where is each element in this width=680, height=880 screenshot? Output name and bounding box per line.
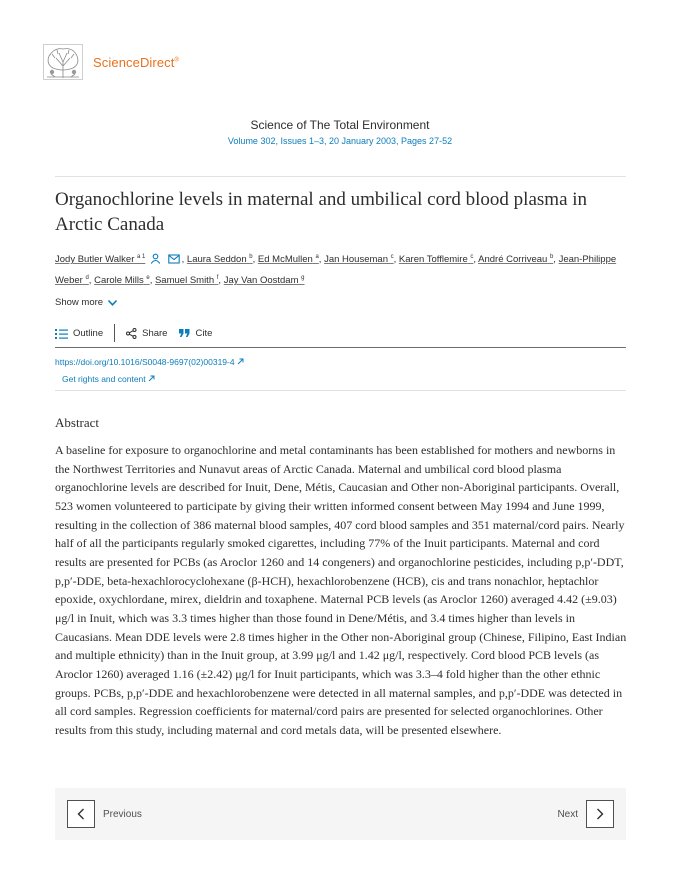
author-link[interactable] [155, 275, 218, 286]
author-affiliation: a 1 [137, 254, 146, 260]
author-name: Jean-Philippe Weber [55, 254, 617, 287]
abstract-heading: Abstract [55, 415, 100, 430]
author-affiliation: a [315, 254, 319, 260]
toolbar-separator [114, 324, 115, 342]
author-name: Carole Mills [94, 275, 144, 287]
next-label: Next [557, 808, 578, 820]
author-name: Samuel Smith [154, 275, 215, 287]
outline-button[interactable] [55, 328, 103, 339]
article-pager [55, 788, 626, 840]
outline-list-icon [55, 328, 68, 339]
author-affiliation: c [390, 254, 394, 260]
author-name: Jan Houseman [324, 254, 388, 266]
journal-issue-link[interactable]: Volume 302, Issues 1–3, 20 January 2003, Pages 27-52 [227, 136, 453, 146]
cite-button[interactable] [179, 328, 212, 339]
previous-button[interactable] [67, 800, 142, 828]
author-affiliation: e [146, 275, 150, 282]
author-name: Laura Seddon [186, 254, 247, 266]
envelope-icon[interactable] [168, 254, 180, 264]
external-link-icon [237, 358, 244, 365]
rights-text: Get rights and content [62, 374, 146, 384]
outline-label: Outline [73, 327, 104, 339]
rights-link[interactable] [55, 371, 244, 388]
author-link[interactable] [324, 254, 394, 265]
external-link-icon [148, 375, 155, 382]
next-arrow-box [586, 800, 614, 828]
author-link[interactable] [187, 254, 253, 265]
share-icon [126, 328, 137, 339]
cite-label: Cite [195, 327, 213, 339]
article-title: Organochlorine levels in maternal and umbilical cord blood plasma in Arctic Canada [55, 189, 588, 235]
divider [55, 390, 626, 391]
author-affiliation: b [249, 254, 253, 260]
person-icon[interactable] [150, 253, 161, 264]
brand-name: ScienceDirect [93, 54, 175, 70]
author-affiliation: g [301, 275, 305, 282]
author-affiliation: b [549, 254, 554, 260]
abstract-text: A baseline for exposure to organochlorine and metal contaminants has been established for mothers and newborns in the Northwest Territories and Nunavut areas of Arctic Canada. Maternal and umbilical cord blood plasma organochlorine levels are described for Inuit, Dene, Métis, Caucasian and Other non-Aboriginal participants. Overall, 523 women volunteered to participate by giving their written informed consent between May 1994 and June 1999, resulting in the collection of 386 maternal blood samples, 407 cord blood samples and 351 maternal/cord pairs. Nearly half of all the participants regularly smoked cigarettes, including 77% of the Inuit participants. Maternal and cord results are presented for PCBs (as Aroclor 1260 and 14 congeners) and organochlorine pesticides, including p,p′-DDT, p,p′-DDE, beta-hexachlorocyclohexane (β-HCH), hexachlorobenzene (HCB), cis and trans nonachlor, heptachlor epoxide, oxychlordane, mirex, dieldrin and toxaphene. Maternal PCB levels (as Aroclor 1260) averaged 4.42 (±9.03) μg/l in Inuit, which was 3.3 times higher than those found in Dene/Métis, and 3.4 times higher than levels in Caucasians. Mean DDE levels were 2.8 times higher in the Other non-Aboriginal group (Chinese, Filipino, East Indian and multiple ethnicity) than in the Inuit group, at 3.99 μg/l and 1.42 μg/l, respectively. Cord blood PCB levels (as Aroclor 1260) averaged 1.16 (±2.42) μg/l for Inuit participants, which was 3.3–4 fold higher than the other ethnic groups. PCBs, p,p′-DDE and hexachlorobenzene were detected in all maternal samples, and p,p′-DDE was detected in all cord samples. Regression coefficients for maternal/cord pairs are presented for selected organochlorines. Other results from this study, including maternal and cord metals data, will be presented elsewhere. [55, 443, 627, 737]
chevron-right-icon [596, 808, 604, 820]
previous-arrow-box [67, 800, 95, 828]
author-link[interactable] [94, 275, 150, 286]
show-more-button[interactable] [55, 297, 118, 308]
author-affiliation: f [216, 275, 219, 282]
previous-label: Previous [103, 808, 142, 820]
chevron-left-icon [77, 808, 85, 820]
elsevier-tree-logo[interactable] [43, 44, 83, 80]
journal-info [0, 118, 680, 146]
author-affiliation: d [85, 275, 89, 282]
show-more-label: Show more [55, 297, 104, 308]
author-link[interactable] [55, 254, 145, 265]
toolbar-divider [55, 347, 626, 348]
site-header [43, 44, 179, 80]
quote-icon [179, 328, 190, 338]
trademark-mark: ® [174, 57, 180, 64]
journal-title[interactable]: Science of The Total Environment [250, 118, 430, 132]
author-name: André Corriveau [478, 254, 548, 266]
next-button[interactable] [557, 800, 614, 828]
author-name: Jay Van Oostdam [223, 275, 299, 287]
share-button[interactable] [126, 328, 167, 339]
author-name: Ed McMullen [257, 254, 313, 266]
divider [55, 176, 626, 177]
author-link[interactable] [399, 254, 473, 265]
article-toolbar [55, 323, 212, 343]
author-list: Jody Butler Walker $^{a 1}$ , Laura Seddon $^b$, Ed McMullen $^a$, Jan Houseman $^c$, Karen Tofflemire $^c$, André Corriveau $^b$, Jean-Philippe Weber $^d$, Carole Mills $^e$, Samuel Smith $^f$, Jay Van Oostdam $^g$ [55, 254, 617, 287]
doi-link[interactable] [55, 354, 244, 371]
author-name: Karen Tofflemire [398, 254, 468, 266]
author-name: Jody Butler Walker [55, 254, 135, 266]
doi-text: https://doi.org/10.1016/S0048-9697(02)00319-4 [55, 357, 235, 367]
author-link[interactable] [478, 254, 553, 265]
author-link[interactable] [224, 275, 305, 286]
article-links [55, 354, 244, 388]
share-label: Share [142, 327, 168, 339]
sciencedirect-brand[interactable] [93, 55, 179, 70]
author-affiliation: c [470, 254, 474, 260]
author-link[interactable] [258, 254, 319, 265]
chevron-down-icon [107, 299, 118, 307]
